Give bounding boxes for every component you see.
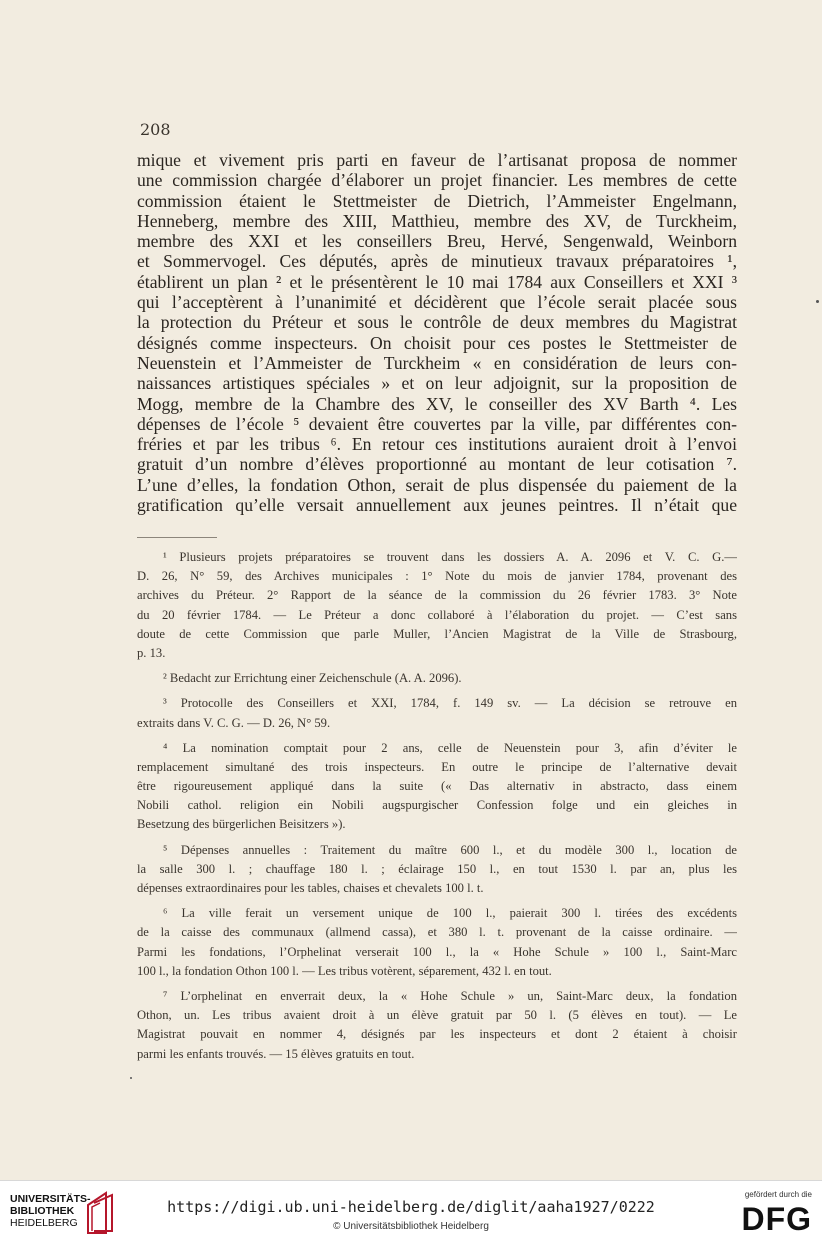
- footnote-line: être rigoureusement appliqué dans la suite (« Das alternativ in abstracto, dass einem: [137, 779, 737, 794]
- scan-speck: [130, 1077, 132, 1079]
- footnote: [137, 739, 737, 835]
- footnote: [137, 694, 737, 732]
- footnote-line: ⁴ La nomination comptait pour 2 ans, celle de Neuenstein pour 3, afin d’éviter le: [163, 740, 737, 755]
- footnotes: [137, 548, 737, 1064]
- footnote-line: archives du Préteur. 2° Rapport de la séance de la commission du 26 février 1783. 3° Note: [137, 588, 737, 603]
- footnote-separator: [137, 537, 217, 538]
- text-line: membre des XXI et les conseillers Breu, Hervé, Sengenwald, Weinborn: [137, 231, 737, 252]
- text-line: commission étaient le Stettmeister de Dietrich, l’Ammeister Engelmann,: [137, 190, 737, 211]
- footnote-line: Besetzung des bürgerlichen Beisitzers »).: [137, 817, 346, 832]
- text-line: qui l’acceptèrent à l’unanimité et décidèrent que l’école serait placée sous: [137, 292, 737, 313]
- text-line: Mogg, membre de la Chambre des XV, le conseiller des XV Barth ⁴. Les: [137, 393, 737, 414]
- text-line: fréries et par les tribus ⁶. En retour ces institutions auraient droit à l’envoi: [137, 434, 737, 455]
- footnote-line: ¹ Plusieurs projets préparatoires se trouvent dans les dossiers A. A. 2096 et V. C. G.—: [163, 550, 737, 564]
- text-line: naissances artistiques spéciales » et on leur adjoignit, sur la proposition de: [137, 373, 737, 394]
- footnote: [137, 548, 737, 663]
- footnote-line: ⁶ La ville ferait un versement unique de 100 l., paierait 300 l. tirées des excédents: [163, 906, 737, 921]
- text-line: gratuit d’un nombre d’élèves proportionné au montant de leur cotisation ⁷.: [137, 454, 737, 475]
- footnote-line: D. 26, N° 59, des Archives municipales : 1° Note du mois de janvier 1784, provenant des: [137, 569, 737, 584]
- footnote-line: doute de cette Commission que parle Muller, l’Ancien Magistrat de la Ville de Strasbourg,: [137, 626, 737, 641]
- footnote-line: Magistrat pouvait en nommer 4, désignés par les inspecteurs et dont 2 étaient à choisir: [137, 1027, 737, 1042]
- footnote: [137, 841, 737, 899]
- footnote: [137, 669, 737, 688]
- text-line: une commission chargée d’élaborer un projet financier. Les membres de cette: [137, 170, 737, 191]
- library-name-line2: BIBLIOTHEK: [10, 1205, 75, 1217]
- footnote-line: de la caisse des communaux (allmend cassa), et 380 l. t. provenant de la caisse ordinaire. —: [137, 925, 737, 940]
- text-line: établirent un plan ² et le présentèrent le 10 mai 1784 aux Conseillers et XXI ³: [137, 271, 737, 292]
- footnote-line: du 20 février 1784. — Le Préteur a donc collaboré à l’élaboration du projet. — C’est sans: [137, 607, 737, 622]
- footnote-line: dépenses extraordinaires pour les tables, chaises et chevalets 100 l. t.: [137, 881, 484, 895]
- scan-speck: [816, 300, 819, 303]
- permalink-url[interactable]: https://digi.ub.uni-heidelberg.de/diglit/aaha1927/0222: [167, 1198, 655, 1216]
- footnote-line: ³ Protocolle des Conseillers et XXI, 1784, f. 149 sv. — La décision se retrouve en: [163, 696, 737, 711]
- footnote-line: ⁵ Dépenses annuelles : Traitement du maître 600 l., et du modèle 300 l., location de: [163, 842, 737, 857]
- text-line: et Sommervogel. Ces députés, après de minutieux travaux préparatoires ¹,: [137, 251, 737, 272]
- text-line: désignés comme inspecteurs. On choisit pour ces postes le Stettmeister de: [137, 332, 737, 353]
- footnote-line: remplacement simultané des trois inspecteurs. En outre le principe de l’alternative devait: [137, 759, 737, 774]
- viewer-footer: [0, 1180, 822, 1243]
- library-name-line3: HEIDELBERG: [10, 1217, 78, 1229]
- footnote-line: p. 13.: [137, 645, 166, 660]
- page-number: 208: [140, 120, 171, 139]
- footnote-line: extraits dans V. C. G. — D. 26, N° 59.: [137, 715, 331, 730]
- main-text: [137, 150, 737, 515]
- text-line: mique et vivement pris parti en faveur de l’artisanat proposa de nommer: [137, 150, 737, 170]
- text-line: gratification qu’elle versait annuellement aux jeunes peintres. Il n’était que: [137, 495, 737, 516]
- footnote-line: Nobili cathol. religion ein Nobili augspurgischer Confession folge und ein gleiches in: [137, 798, 737, 813]
- footnote: [137, 904, 737, 981]
- funding-label: gefördert durch die: [744, 1190, 812, 1199]
- text-line: Neuenstein et l’Ammeister de Turckheim « en considération de leurs con-: [137, 352, 737, 373]
- footnote-line: ⁷ L’orphelinat en enverrait deux, la « Hohe Schule » un, Saint-Marc deux, la fondation: [163, 988, 737, 1003]
- text-line: L’une d’elles, la fondation Othon, serait de plus dispensée du paiement de la: [137, 474, 737, 495]
- footnote: [137, 987, 737, 1064]
- footnote-line: 100 l., la fondation Othon 100 l. — Les tribus votèrent, séparement, 432 l. en tout.: [137, 963, 552, 978]
- footnote-line: ² Bedacht zur Errichtung einer Zeichenschule (A. A. 2096).: [163, 671, 462, 686]
- dfg-logo[interactable]: DFG: [741, 1201, 812, 1237]
- footnote-line: Parmi les fondations, l’Orphelinat verserait 100 l., la « Hohe Schule » 100 l., Saint-Marc: [137, 944, 737, 959]
- copyright-notice: © Universitätsbibliothek Heidelberg: [333, 1221, 489, 1232]
- text-line: la protection du Préteur et sous le contrôle de deux membres du Magistrat: [137, 312, 737, 333]
- footnote-line: parmi les enfants trouvés. — 15 élèves gratuits en tout.: [137, 1046, 415, 1061]
- footnote-line: la salle 300 l. ; chauffage 180 l. ; éclairage 150 l., en tout 1530 l. par an, plus les: [137, 861, 737, 876]
- text-line: dépenses de l’école ⁵ devaient être couvertes par la ville, par différentes con-: [137, 413, 737, 434]
- footnote-line: Othon, un. Les tribus avaient droit à un élève gratuit par 50 l. (5 élèves en tout). — Le: [137, 1008, 737, 1023]
- library-name-line1: UNIVERSITÄTS-: [10, 1193, 91, 1205]
- text-line: Henneberg, membre des XIII, Matthieu, membre des XV, de Turckheim,: [137, 210, 737, 231]
